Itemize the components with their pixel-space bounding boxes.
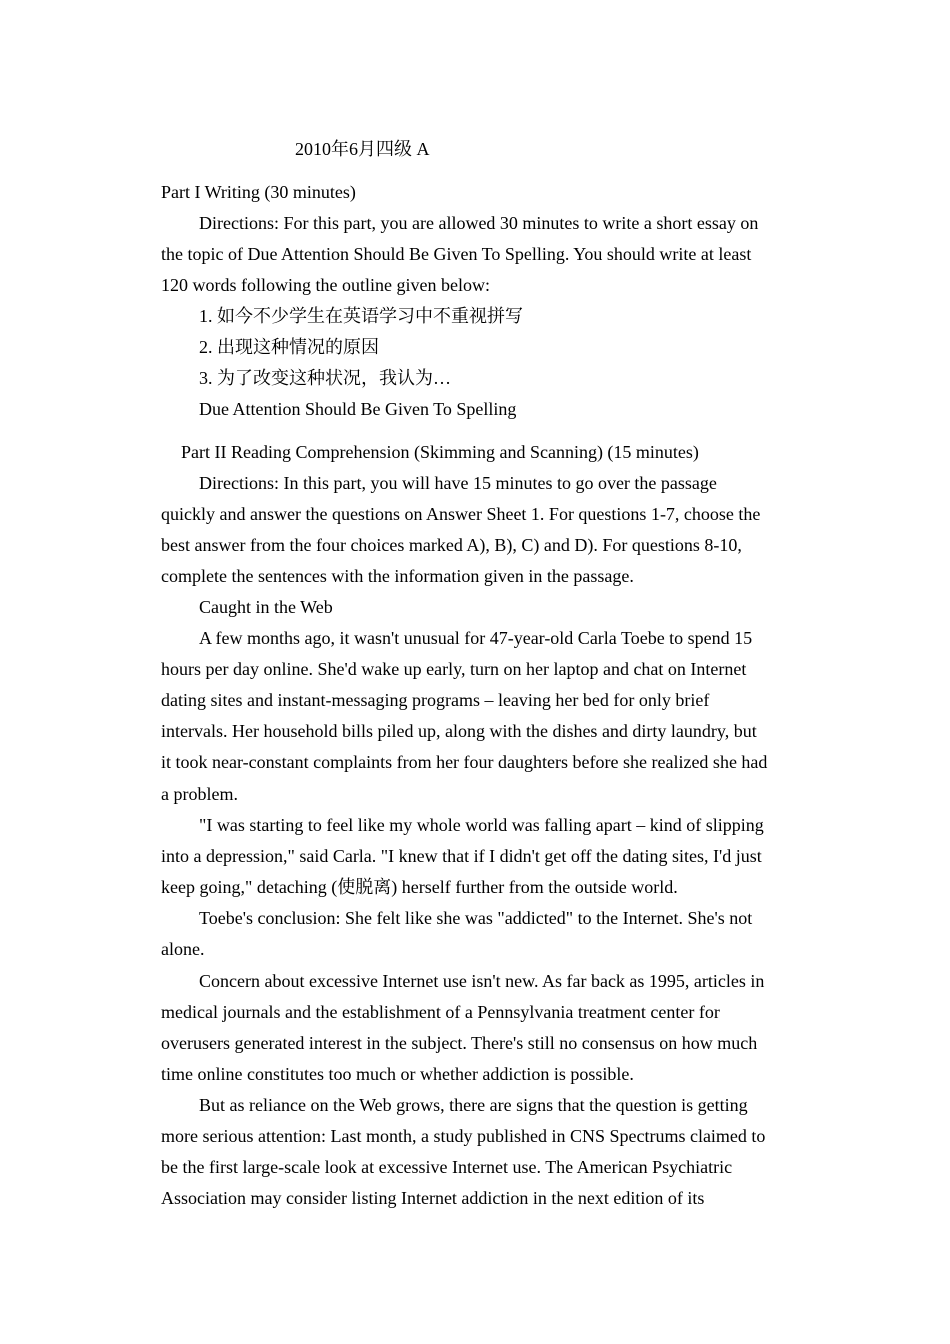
text-line: more serious attention: Last month, a study published in CNS Spectrums claimed to — [161, 1126, 766, 1146]
text-line: overusers generated interest in the subject. There's still no consensus on how much — [161, 1033, 758, 1053]
document-title: 2010年6月四级 A — [295, 139, 430, 159]
part2-heading: Part II Reading Comprehension (Skimming and Scanning) (15 minutes) — [181, 442, 699, 462]
text-line: alone. — [161, 939, 205, 959]
text-line: a problem. — [161, 784, 238, 804]
text-line: dating sites and instant-messaging programs – leaving her bed for only brief — [161, 690, 710, 710]
outline-item: 3. 为了改变这种状况，我认为… — [199, 368, 451, 388]
text-line: "I was starting to feel like my whole world was falling apart – kind of slipping — [199, 815, 764, 835]
text-line: Association may consider listing Internet addiction in the next edition of its — [161, 1188, 705, 1208]
text-line: Directions: For this part, you are allowed 30 minutes to write a short essay on — [199, 213, 759, 233]
text-line: into a depression," said Carla. "I knew that if I didn't get off the dating sites, I'd just — [161, 846, 762, 866]
text-line: it took near-constant complaints from her four daughters before she realized she had — [161, 752, 768, 772]
text-line: But as reliance on the Web grows, there are signs that the question is getting — [199, 1095, 748, 1115]
text-line: hours per day online. She'd wake up early, turn on her laptop and chat on Internet — [161, 659, 747, 679]
text-line: quickly and answer the questions on Answer Sheet 1. For questions 1-7, choose the — [161, 504, 761, 524]
outline-item: 2. 出现这种情况的原因 — [199, 337, 379, 357]
part1-heading: Part I Writing (30 minutes) — [161, 182, 356, 202]
essay-title: Due Attention Should Be Given To Spelling — [199, 399, 517, 419]
text-line: time online constitutes too much or whether addiction is possible. — [161, 1064, 634, 1084]
passage-title: Caught in the Web — [199, 597, 333, 617]
text-line: intervals. Her household bills piled up, along with the dishes and dirty laundry, but — [161, 721, 757, 741]
text-line: keep going," detaching (使脱离) herself further from the outside world. — [161, 877, 678, 897]
text-line: Concern about excessive Internet use isn't new. As far back as 1995, articles in — [199, 971, 765, 991]
text-line: best answer from the four choices marked A), B), C) and D). For questions 8-10, — [161, 535, 742, 555]
text-line: Directions: In this part, you will have 15 minutes to go over the passage — [199, 473, 717, 493]
text-line: A few months ago, it wasn't unusual for 47-year-old Carla Toebe to spend 15 — [199, 628, 753, 648]
text-line: complete the sentences with the information given in the passage. — [161, 566, 634, 586]
outline-item: 1. 如今不少学生在英语学习中不重视拼写 — [199, 306, 523, 326]
text-line: the topic of Due Attention Should Be Given To Spelling. You should write at least — [161, 244, 752, 264]
text-line: medical journals and the establishment of a Pennsylvania treatment center for — [161, 1002, 720, 1022]
text-line: be the first large-scale look at excessive Internet use. The American Psychiatric — [161, 1157, 733, 1177]
text-line: 120 words following the outline given below: — [161, 275, 490, 295]
text-line: Toebe's conclusion: She felt like she was "addicted" to the Internet. She's not — [199, 908, 753, 928]
